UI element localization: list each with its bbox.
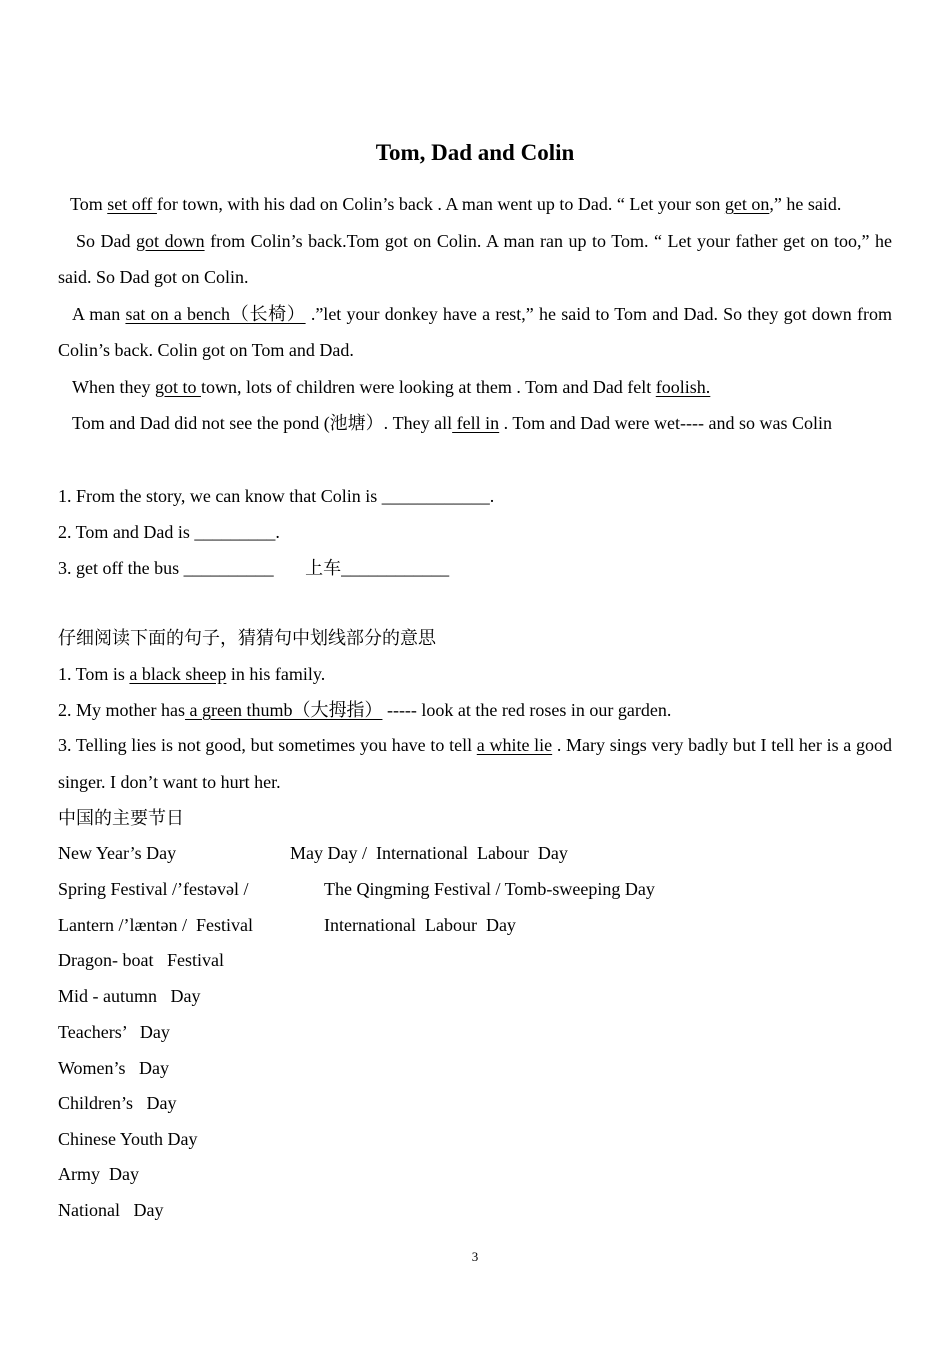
text: from Colin’s back.Tom got on Colin. A man ran up to Tom. “ Let your father get on too,” he said. So Dad got on Colin. [58, 230, 893, 287]
text: When they [72, 376, 155, 397]
story-paragraph-3 [58, 296, 892, 369]
underlined-phrase: a green thumb（大拇指） [184, 700, 383, 720]
festival-left-7: Children’s Day [58, 1093, 177, 1113]
page-number: 3 [471, 1249, 479, 1264]
underlined-phrase: got to [154, 376, 201, 397]
text: 1. Tom is [58, 664, 130, 684]
festival-left-0: New Year’s Day [58, 843, 177, 863]
question-1: 1. From the story, we can know that Colin is ____________. [58, 486, 495, 506]
story-paragraph-5 [58, 405, 892, 442]
text: A man [72, 303, 126, 324]
festival-right-0: May Day / International Labour Day [290, 843, 568, 863]
text: So Dad [76, 230, 137, 251]
text: . Tom and Dad were wet---- and so was Colin [499, 413, 832, 433]
story-title: Tom, Dad and Colin [375, 140, 575, 165]
text: for town, with his dad on Colin’s back . A man went up to Dad. “ Let your son [156, 194, 725, 214]
text: town, lots of children were looking at them . Tom and Dad felt [200, 376, 656, 397]
underlined-phrase: set off [107, 194, 157, 214]
festival-left-2: Lantern /’læntən / Festival [58, 915, 253, 935]
guess-heading: 仔细阅读下面的句子，猜猜句中划线部分的意思 [58, 628, 436, 648]
festival-right-1: The Qingming Festival / Tomb-sweeping Day [324, 879, 655, 899]
underlined-phrase: foolish. [655, 376, 711, 397]
festival-left-9: Army Day [58, 1164, 139, 1184]
festival-right-2: International Labour Day [324, 915, 516, 935]
festival-left-5: Teachers’ Day [58, 1022, 170, 1042]
text: in his family. [226, 664, 326, 684]
underlined-phrase: a white lie [476, 735, 553, 755]
festival-left-1: Spring Festival /’festəvəl / [58, 879, 249, 899]
underlined-phrase: sat on a bench（长椅） [125, 303, 306, 324]
festival-left-8: Chinese Youth Day [58, 1129, 198, 1149]
question-2: 2. Tom and Dad is _________. [58, 522, 280, 542]
story-paragraph-4 [58, 369, 892, 406]
question-3: 3. get off the bus __________ 上车____________ [58, 558, 450, 578]
underlined-phrase: got down [136, 230, 205, 251]
festival-left-4: Mid - autumn Day [58, 986, 201, 1006]
text: Tom and Dad did not see the pond (池塘）. They all [72, 413, 453, 433]
festival-left-6: Women’s Day [58, 1058, 170, 1078]
underlined-phrase: get on [724, 194, 770, 214]
guess-sentence-1 [58, 663, 325, 685]
text: .”let your donkey have a rest,” he said to Tom and Dad. So they got down from Colin’s back. Colin got on Tom and Dad. [58, 303, 893, 360]
text: . Mary sings very badly but I tell her is a good singer. I don’t want to hurt her. [58, 735, 892, 792]
text: ----- look at the red roses in our garden. [382, 700, 672, 720]
text: 3. Telling lies is not good, but sometimes you have to tell [58, 735, 477, 755]
story-body [58, 186, 892, 442]
festival-left-3: Dragon- boat Festival [58, 950, 224, 970]
festival-left-10: National Day [58, 1200, 164, 1220]
guess-sentence-3 [58, 727, 892, 800]
text: Tom [70, 194, 108, 214]
story-paragraph-2 [58, 223, 892, 296]
text: ,” he said. [769, 194, 842, 214]
underlined-phrase: fell in [452, 413, 500, 433]
underlined-phrase: a black sheep [129, 664, 227, 684]
festivals-heading: 中国的主要节日 [58, 808, 184, 828]
story-paragraph-1 [58, 186, 892, 223]
guess-sentence-2 [58, 699, 671, 721]
text: 2. My mother has [58, 700, 185, 720]
